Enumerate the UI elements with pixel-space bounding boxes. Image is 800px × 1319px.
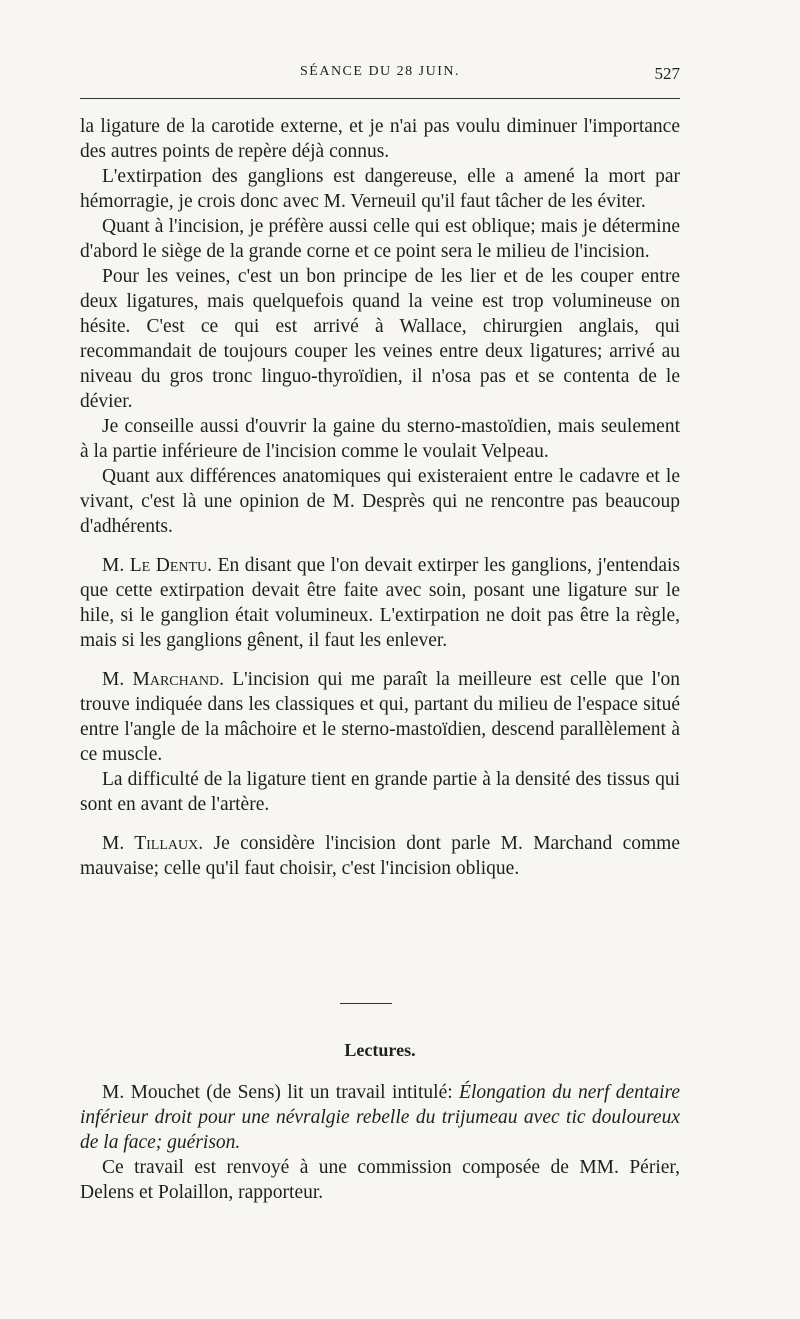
paragraph: Je conseille aussi d'ouvrir la gaine du sterno-mastoïdien, mais seulement à la partie inférieure de l'incision comme le voulait Velpeau. — [80, 416, 680, 462]
section-title: Lectures. — [344, 1040, 416, 1060]
paragraph: Quant à l'incision, je préfère aussi celle qui est oblique; mais je détermine d'abord le siège de la grande corne et ce point sera le milieu de l'incision. — [80, 216, 680, 262]
paragraph: L'extirpation des ganglions est dangereuse, elle a amené la mort par hémorragie, je crois donc avec M. Verneuil qu'il faut tâcher de les éviter. — [80, 166, 680, 212]
running-head: SÉANCE DU 28 JUIN. — [300, 64, 460, 79]
speech-le-dentu — [80, 553, 680, 653]
header-rule — [80, 98, 680, 99]
discussion-text — [80, 114, 680, 881]
speaker-name: M. Le Dentu. — [102, 555, 213, 576]
speech-text: Je considère l'incision dont parle M. Marchand comme mauvaise; celle qu'il faut choisir, c'est l'incision oblique. — [80, 833, 681, 879]
paragraph: Pour les veines, c'est un bon principe de les lier et de les couper entre deux ligatures, mais quelquefois quand la veine est trop volumineuse on hésite. C'est ce qui est arrivé à Wallace, chirurgien anglais, qui recommandait de toujours couper les veines entre deux ligatures; arrivé au niveau du gros tronc linguo-thyroïdien, il n'osa pas et se contenta de le dévier. — [80, 266, 680, 412]
commission-paragraph: Ce travail est renvoyé à une commission composée de MM. Périer, Delens et Polaillon, rapporteur. — [80, 1157, 680, 1203]
lectures-text — [80, 1080, 680, 1205]
speech-text: L'incision qui me paraît la meilleure est celle que l'on trouve indiquée dans les classiques et qui, partant du milieu de l'espace situé entre l'angle de la mâchoire et le sterno-mastoïdien, descend parallèlement à ce muscle. — [80, 669, 680, 765]
paragraph: Quant aux différences anatomiques qui existeraient entre le cadavre et le vivant, c'est là une opinion de M. Desprès qui ne rencontre pas beaucoup d'adhérents. — [80, 466, 680, 537]
page-header — [80, 64, 680, 88]
speech-continuation: La difficulté de la ligature tient en grande partie à la densité des tissus qui sont en avant de l'artère. — [80, 769, 680, 815]
lecture-paragraph — [80, 1080, 680, 1155]
section-separator — [340, 1003, 392, 1004]
speech-marchand — [80, 667, 680, 767]
paragraph: la ligature de la carotide externe, et je n'ai pas voulu diminuer l'importance des autres points de repère déjà connus. — [80, 116, 680, 162]
speaker-name: M. Marchand. — [102, 669, 224, 690]
speech-text: En disant que l'on devait extirper les ganglions, j'entendais que cette extirpation devait être faite avec soin, posant une ligature sur le hile, si le ganglion était volumineux. L'extirpation ne doit pas être la règle, mais si les ganglions gênent, il faut les enlever. — [80, 555, 680, 651]
speech-tillaux — [80, 831, 680, 881]
lecture-title: Élongation du nerf dentaire inférieur droit pour une névralgie rebelle du trijumeau avec tic douloureux de la face; guérison. — [80, 1082, 681, 1153]
speaker-name: M. Tillaux. — [102, 833, 204, 854]
page-number: 527 — [654, 64, 680, 83]
lecture-intro: M. Mouchet (de Sens) lit un travail intitulé: — [102, 1082, 460, 1103]
